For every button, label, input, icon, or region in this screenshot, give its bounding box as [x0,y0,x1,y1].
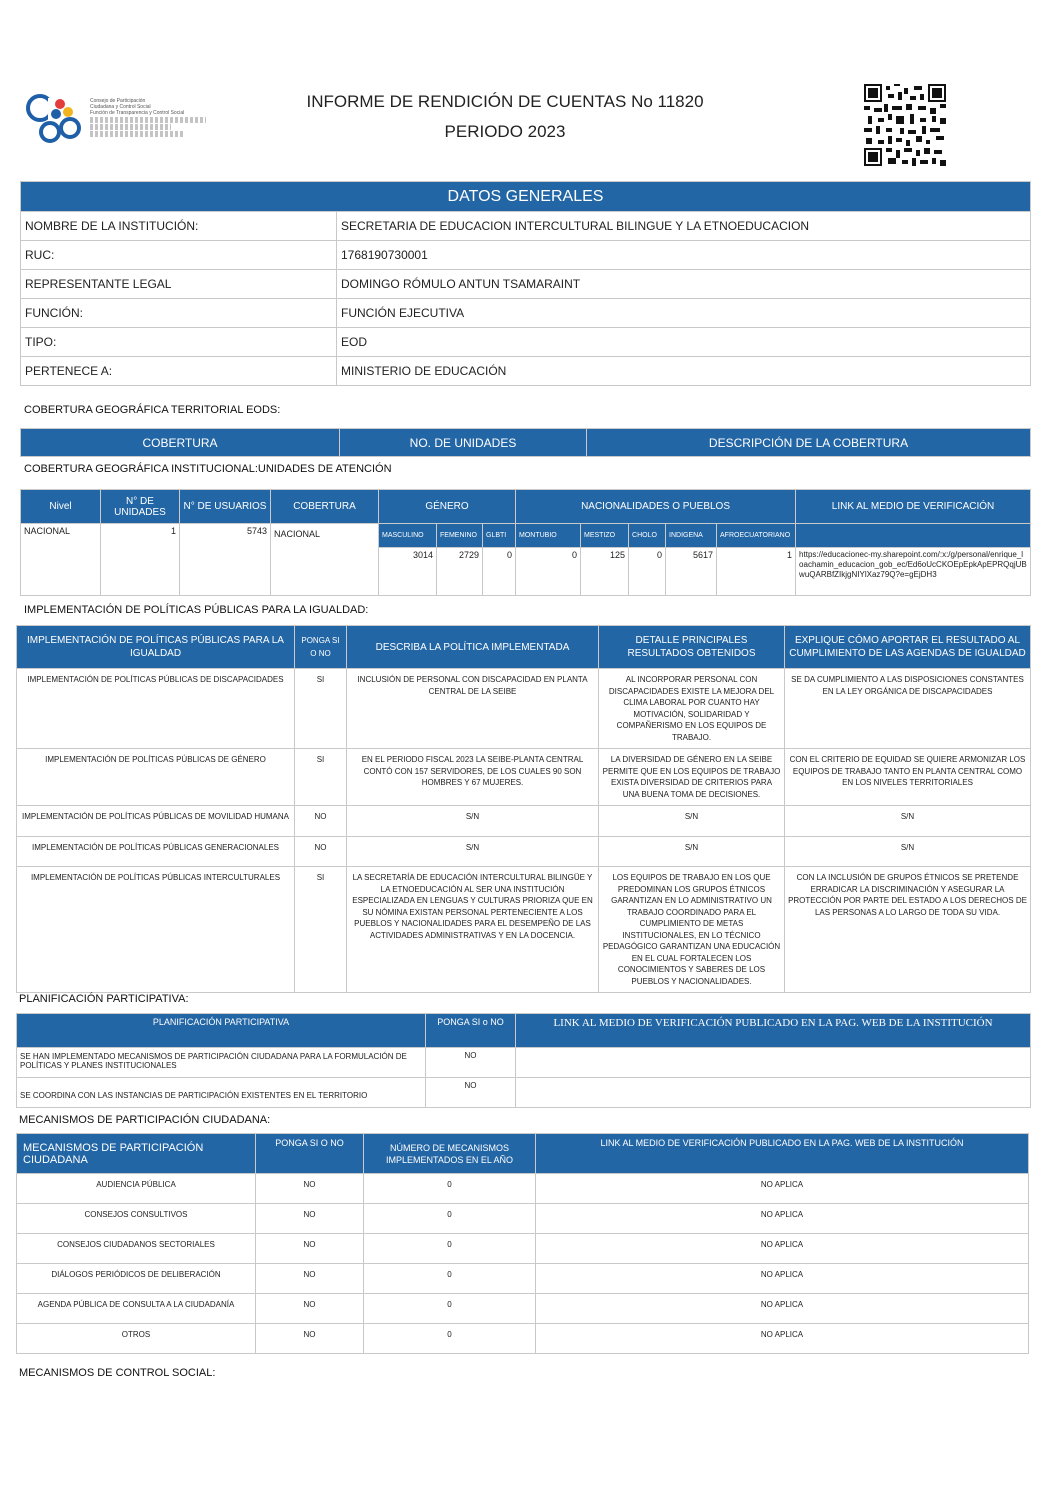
mechanism-name: CONSEJOS CONSULTIVOS [17,1204,256,1234]
mechanism-link: NO APLICA [536,1234,1029,1264]
section-label-mechanisms: MECANISMOS DE PARTICIPACIÓN CIUDADANA: [19,1114,271,1126]
policy-description: INCLUSIÓN DE PERSONAL CON DISCAPACIDAD EN PLANTA CENTRAL DE LA SEIBE [347,669,599,749]
mechanism-name: AGENDA PÚBLICA DE CONSULTA A LA CIUDADANÍA [17,1294,256,1324]
mechanism-count: 0 [364,1174,536,1204]
mechanism-link: NO APLICA [536,1174,1029,1204]
general-data-table [20,181,1031,386]
planning-value: NO [426,1048,516,1078]
policy-si-no: SI [295,749,347,806]
mechanism-link: NO APLICA [536,1264,1029,1294]
policy-results: S/N [599,837,785,867]
col-header: PLANIFICACIÓN PARTICIPATIVA [17,1014,426,1048]
policy-results: LOS EQUIPOS DE TRABAJO EN LOS QUE PREDOMINAN LOS GRUPOS ÉTNICOS GARANTIZAN EN LO ADMINISTRATIVO UN TRABAJO COORDINADO PARA EL CUMPLIMIENTO DE METAS INSTITUCIONALES, EN LO TÉCNICO PEDAGÓGICO GARANTIZAN UNA EDUCACIÓN EN EL CUAL FORTALECEN LOS CONOCIMIENTOS Y SABERES DE LOS PUEBLOS Y NACIONALIDADES. [599,867,785,993]
col-header: Nivel [21,490,101,524]
row-label: PERTENECE A: [21,357,337,386]
table-row [17,1078,1031,1108]
mechanism-si-no: NO [256,1264,364,1294]
planning-link[interactable] [516,1048,1031,1078]
row-value: SECRETARIA DE EDUCACION INTERCULTURAL BILINGUE Y LA ETNOEDUCACION [337,212,1031,241]
policy-contribution: SE DA CUMPLIMIENTO A LAS DISPOSICIONES CONSTANTES EN LA LEY ORGÁNICA DE DISCAPACIDADES [785,669,1031,749]
sub-header: MESTIZO [581,524,629,548]
cell-femenino: 2729 [437,548,483,596]
policy-contribution: CON LA INCLUSIÓN DE GRUPOS ÉTNICOS SE PRETENDE ERRADICAR LA DISCRIMINACIÓN Y ASEGURAR LA PROTECCIÓN POR PARTE DEL ESTADO A LOS DERECHOS DE LAS PERSONAS A LO LARGO DE TODA SU VIDA. [785,867,1031,993]
logo [26,90,206,144]
planning-item: SE COORDINA CON LAS INSTANCIAS DE PARTICIPACIÓN EXISTENTES EN EL TERRITORIO [17,1078,426,1108]
sub-header: CHOLO [629,524,666,548]
planning-link[interactable] [516,1078,1031,1108]
table-row [21,357,1031,386]
sub-header: GLBTI [483,524,516,548]
mechanism-link: NO APLICA [536,1204,1029,1234]
col-header: DETALLE PRINCIPALES RESULTADOS OBTENIDOS [599,626,785,669]
col-header: MECANISMOS DE PARTICIPACIÓN CIUDADANA [17,1134,256,1174]
section-label-planning: PLANIFICACIÓN PARTICIPATIVA: [19,993,189,1005]
cell-glbti: 0 [483,548,516,596]
mechanism-count: 0 [364,1234,536,1264]
equality-policies-table [16,625,1031,993]
table-row [17,1174,1029,1204]
mechanism-si-no: NO [256,1234,364,1264]
report-title: INFORME DE RENDICIÓN DE CUENTAS No 11820 [306,92,704,111]
table-row [17,1204,1029,1234]
policy-results: S/N [599,806,785,837]
section-label-institutional: COBERTURA GEOGRÁFICA INSTITUCIONAL:UNIDADES DE ATENCIÓN [24,463,392,475]
table-row [21,241,1031,270]
sub-header: MASCULINO [379,524,437,548]
table-row [17,749,1031,806]
col-header: LINK AL MEDIO DE VERIFICACIÓN PUBLICADO EN LA PAG. WEB DE LA INSTITUCIÓN [536,1134,1029,1174]
col-header: GÉNERO [379,490,516,524]
policy-si-no: NO [295,806,347,837]
cell-montubio: 0 [516,548,581,596]
mechanism-count: 0 [364,1324,536,1354]
policy-results: LA DIVERSIDAD DE GÉNERO EN LA SEIBE PERMITE QUE EN LOS EQUIPOS DE TRABAJO EXISTA DIVERSIDAD DE CRITERIOS PARA UNA BUENA TOMA DE DECISIONES. [599,749,785,806]
cell-masculino: 3014 [379,548,437,596]
cell-nivel: NACIONAL [21,524,101,596]
sub-header: FEMENINO [437,524,483,548]
col-header: EXPLIQUE CÓMO APORTAR EL RESULTADO AL CUMPLIMIENTO DE LAS AGENDAS DE IGUALDAD [785,626,1031,669]
section-label-social-control: MECANISMOS DE CONTROL SOCIAL: [19,1367,216,1379]
policy-contribution: S/N [785,837,1031,867]
policy-si-no: SI [295,867,347,993]
cpccs-logo-icon [26,90,90,144]
qr-code-icon [864,84,946,166]
row-value: MINISTERIO DE EDUCACIÓN [337,357,1031,386]
table-row [21,328,1031,357]
cell-unidades: 1 [101,524,180,596]
mechanism-link: NO APLICA [536,1294,1029,1324]
policy-description: S/N [347,806,599,837]
mechanism-name: AUDIENCIA PÚBLICA [17,1174,256,1204]
row-label: REPRESENTANTE LEGAL [21,270,337,299]
verification-link[interactable]: https://educacionec-my.sharepoint.com/:x:/g/personal/enrique_loachamin_educacion_gob_ec/Ed6oUcCKOEpEpkApEPRQqjUBwuQARBfZIkjgNIYlXaz79Q?e=gEjDH3 [796,548,1031,596]
col-header: N° DE USUARIOS [180,490,271,524]
mechanism-count: 0 [364,1294,536,1324]
row-label: RUC: [21,241,337,270]
row-value: DOMINGO RÓMULO ANTUN TSAMARAINT [337,270,1031,299]
policy-name: IMPLEMENTACIÓN DE POLÍTICAS PÚBLICAS INTERCULTURALES [17,867,295,993]
table-row [17,867,1031,993]
cell-indigena: 5617 [666,548,717,596]
table-row [17,669,1031,749]
policy-name: IMPLEMENTACIÓN DE POLÍTICAS PÚBLICAS GENERACIONALES [17,837,295,867]
row-value: EOD [337,328,1031,357]
logo-line: Ciudadana y Control Social [90,104,151,110]
policy-name: IMPLEMENTACIÓN DE POLÍTICAS PÚBLICAS DE GÉNERO [17,749,295,806]
policy-name: IMPLEMENTACIÓN DE POLÍTICAS PÚBLICAS DE DISCAPACIDADES [17,669,295,749]
table-row [17,1324,1029,1354]
participatory-planning-table [16,1013,1031,1108]
row-value: 1768190730001 [337,241,1031,270]
cell-cholo: 0 [629,548,666,596]
sub-header: MONTUBIO [516,524,581,548]
mechanism-si-no: NO [256,1174,364,1204]
section-label-territorial: COBERTURA GEOGRÁFICA TERRITORIAL EODS: [24,404,281,416]
table-row [21,212,1031,241]
table-row [17,806,1031,837]
table-row [21,299,1031,328]
policy-results: AL INCORPORAR PERSONAL CON DISCAPACIDADES EXISTE LA MEJORA DEL CLIMA LABORAL POR CUANTO HAY MOTIVACIÓN, SOLIDARIDAD Y COMPAÑERISMO EN LOS EQUIPOS DE TRABAJO. [599,669,785,749]
mechanism-name: DIÁLOGOS PERIÓDICOS DE DELIBERACIÓN [17,1264,256,1294]
mechanism-si-no: NO [256,1324,364,1354]
mechanism-si-no: NO [256,1204,364,1234]
mechanism-si-no: NO [256,1294,364,1324]
mechanism-name: OTROS [17,1324,256,1354]
row-label: NOMBRE DE LA INSTITUCIÓN: [21,212,337,241]
cell-mestizo: 125 [581,548,629,596]
mechanism-count: 0 [364,1264,536,1294]
policy-name: IMPLEMENTACIÓN DE POLÍTICAS PÚBLICAS DE MOVILIDAD HUMANA [17,806,295,837]
col-header: NO. DE UNIDADES [340,429,587,457]
row-label: TIPO: [21,328,337,357]
mechanism-count: 0 [364,1204,536,1234]
report-period: PERIODO 2023 [444,122,566,141]
col-header: DESCRIBA LA POLÍTICA IMPLEMENTADA [347,626,599,669]
institutional-coverage-table [20,489,1031,596]
table-row [17,1264,1029,1294]
col-header: PONGA SI O NO [256,1134,364,1174]
col-header: PONGA SI O NO [295,626,347,669]
citizen-participation-table [16,1133,1029,1354]
planning-value: NO [426,1078,516,1108]
col-header: NÚMERO DE MECANISMOS IMPLEMENTADOS EN EL AÑO [364,1134,536,1174]
territorial-coverage-table [20,428,1031,457]
mechanism-name: CONSEJOS CIUDADANOS SECTORIALES [17,1234,256,1264]
col-header: LINK AL MEDIO DE VERIFICACIÓN [796,490,1031,524]
planning-item: SE HAN IMPLEMENTADO MECANISMOS DE PARTICIPACIÓN CIUDADANA PARA LA FORMULACIÓN DE POLÍTICAS Y PLANES INSTITUCIONALES [17,1048,426,1078]
table-row [17,1294,1029,1324]
table-row [21,270,1031,299]
col-header: PONGA SI o NO [426,1014,516,1048]
col-header: DESCRIPCIÓN DE LA COBERTURA [587,429,1031,457]
logo-line: Consejo de Participación [90,98,146,104]
sub-header: AFROECUATORIANO [717,524,796,548]
table-row [17,1048,1031,1078]
col-header: IMPLEMENTACIÓN DE POLÍTICAS PÚBLICAS PARA LA IGUALDAD [17,626,295,669]
policy-si-no: NO [295,837,347,867]
cell-cobertura: NACIONAL [271,524,379,596]
policy-description: S/N [347,837,599,867]
logo-line: Función de Transparencia y Control Social [90,110,185,116]
sub-header: INDIGENA [666,524,717,548]
policy-contribution: CON EL CRITERIO DE EQUIDAD SE QUIERE ARMONIZAR LOS EQUIPOS DE TRABAJO TANTO EN PLANTA CENTRAL COMO EN LOS NIVELES TERRITORIALES [785,749,1031,806]
cell-afro: 1 [717,548,796,596]
policy-si-no: SI [295,669,347,749]
col-header: LINK AL MEDIO DE VERIFICACIÓN PUBLICADO EN LA PAG. WEB DE LA INSTITUCIÓN [516,1014,1031,1048]
policy-description: EN EL PERIODO FISCAL 2023 LA SEIBE-PLANTA CENTRAL CONTÓ CON 157 SERVIDORES, DE LOS CUALES 90 SON HOMBRES Y 67 MUJERES. [347,749,599,806]
table-row [17,837,1031,867]
row-value: FUNCIÓN EJECUTIVA [337,299,1031,328]
table-row [17,1234,1029,1264]
col-header: NACIONALIDADES O PUEBLOS [516,490,796,524]
col-header: N° DE UNIDADES [101,490,180,524]
section-label-policies: IMPLEMENTACIÓN DE POLÍTICAS PÚBLICAS PARA LA IGUALDAD: [24,604,369,616]
cell-usuarios: 5743 [180,524,271,596]
policy-contribution: S/N [785,806,1031,837]
general-heading: DATOS GENERALES [21,182,1031,212]
col-header: COBERTURA [271,490,379,524]
row-label: FUNCIÓN: [21,299,337,328]
policy-description: LA SECRETARÍA DE EDUCACIÓN INTERCULTURAL BILINGÜE Y LA ETNOEDUCACIÓN AL SER UNA INSTITUCIÓN ESPECIALIZADA EN LENGUAS Y CULTURAS PRIORIZA QUE EN SU NÓMINA EXISTAN PERSONAL PERTENECIENTE A LOS PUEBLOS Y NACIONALIDADES PARA EL DESEMPEÑO DE LAS ACTIVIDADES ADMINISTRATIVAS Y EN LA DOCENCIA. [347,867,599,993]
col-header: COBERTURA [21,429,340,457]
mechanism-link: NO APLICA [536,1324,1029,1354]
